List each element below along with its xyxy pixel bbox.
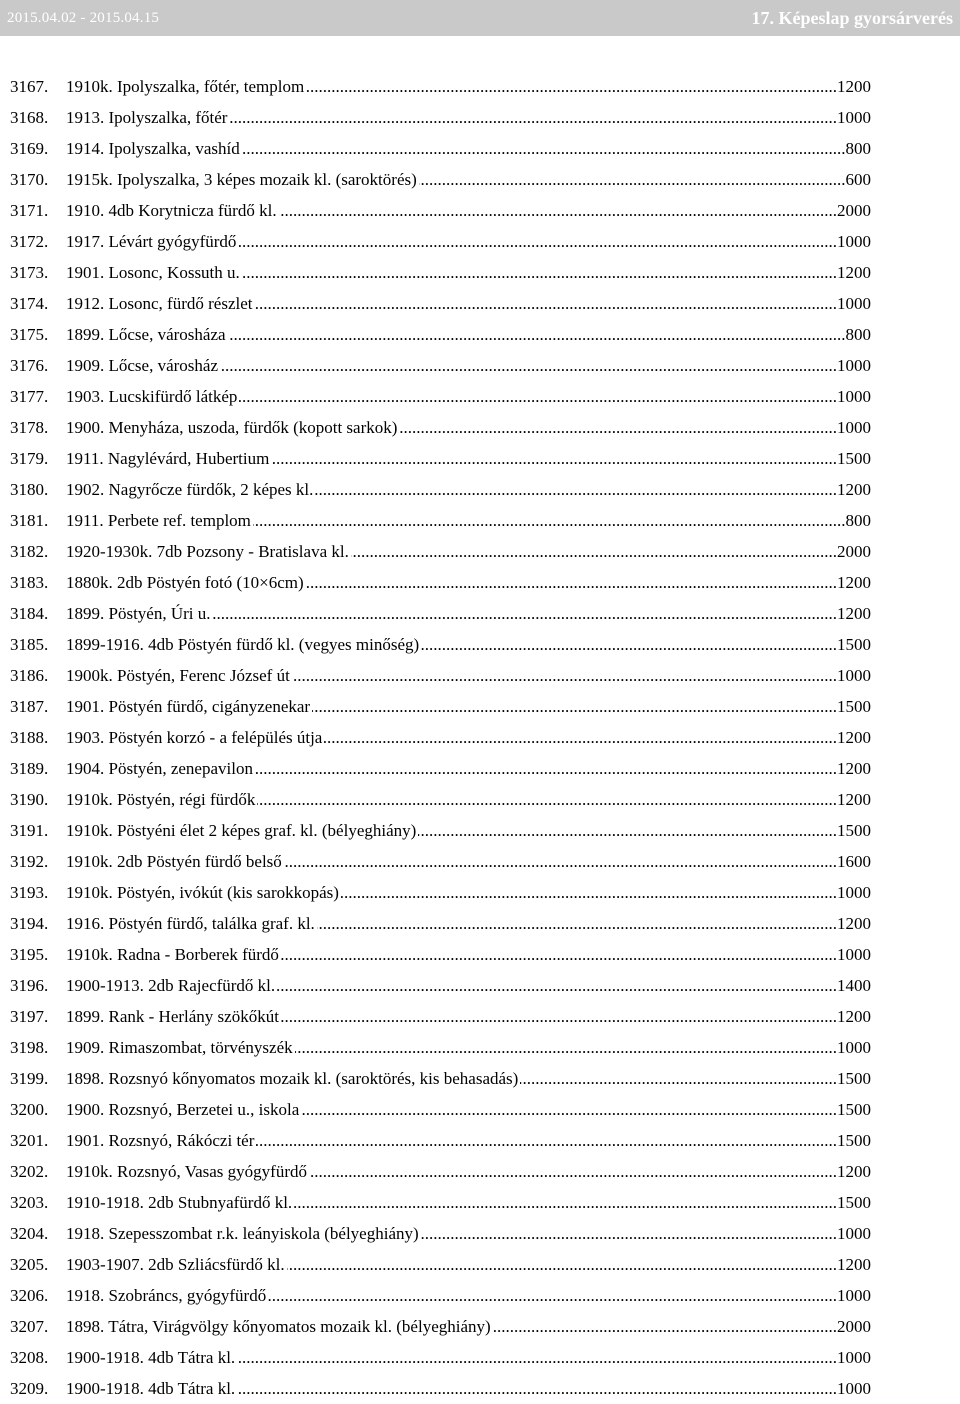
lot-body <box>66 226 238 257</box>
lot-entry <box>0 939 960 970</box>
lot-starting-price: 1200 <box>837 1001 871 1032</box>
lot-starting-price: 2000 <box>837 1311 871 1342</box>
lot-body <box>66 412 399 443</box>
lot-description: 1902. Nagyrőcze fürdők, 2 képes kl. <box>66 480 314 499</box>
lot-body <box>66 133 242 164</box>
page-header <box>0 0 960 36</box>
lot-description: 1910k. Pöstyén, ivókút (kis sarokkopás) <box>66 883 339 902</box>
lot-entry <box>0 660 960 691</box>
lot-starting-price: 1000 <box>837 412 871 443</box>
lot-starting-price: 2000 <box>837 536 871 567</box>
lot-body <box>66 691 312 722</box>
lot-description: 1901. Rozsnyó, Rákóczi tér <box>66 1131 255 1150</box>
lot-starting-price: 1000 <box>837 381 871 412</box>
lot-number: 3204. <box>10 1224 49 1243</box>
lot-body <box>66 195 279 226</box>
lot-description: 1910k. Ipolyszalka, főtér, templom <box>66 77 305 96</box>
lot-entry <box>0 102 960 133</box>
lot-entry <box>0 1342 960 1373</box>
lot-starting-price: 1200 <box>837 784 871 815</box>
lot-description: 1899. Lőcse, városháza <box>66 325 226 344</box>
lot-body <box>66 1156 309 1187</box>
lot-body <box>66 1063 520 1094</box>
lot-entry <box>0 1187 960 1218</box>
lot-entry <box>0 319 960 350</box>
lot-starting-price: 1200 <box>837 908 871 939</box>
lot-description: 1880k. 2db Pöstyén fotó (10×6cm) <box>66 573 304 592</box>
lot-description: 1917. Lévárt gyógyfürdő <box>66 232 237 251</box>
lot-body <box>66 350 220 381</box>
lot-starting-price: 1000 <box>837 939 871 970</box>
lot-starting-price: 1000 <box>837 1032 871 1063</box>
lot-body <box>66 288 254 319</box>
lot-body <box>66 381 239 412</box>
lot-body <box>66 598 213 629</box>
lot-entry <box>0 133 960 164</box>
lot-description: 1912. Losonc, fürdő részlet <box>66 294 253 313</box>
lot-entry <box>0 1249 960 1280</box>
lot-number: 3186. <box>10 666 49 685</box>
lot-body <box>66 1032 295 1063</box>
lot-entry <box>0 412 960 443</box>
lot-entry <box>0 629 960 660</box>
lot-list <box>0 71 960 1404</box>
lot-number: 3177. <box>10 387 49 406</box>
lot-starting-price: 1200 <box>837 1156 871 1187</box>
lot-number: 3173. <box>10 263 49 282</box>
lot-starting-price: 1400 <box>837 970 871 1001</box>
lot-number: 3185. <box>10 635 49 654</box>
lot-body <box>66 71 306 102</box>
lot-number: 3171. <box>10 201 49 220</box>
lot-entry <box>0 1001 960 1032</box>
lot-entry <box>0 257 960 288</box>
lot-number: 3172. <box>10 232 49 251</box>
lot-number: 3180. <box>10 480 49 499</box>
lot-entry <box>0 226 960 257</box>
lot-starting-price: 1000 <box>837 102 871 133</box>
lot-body <box>66 1249 287 1280</box>
lot-description: 1911. Perbete ref. templom <box>66 511 251 530</box>
lot-description: 1910k. Radna - Borberek fürdő <box>66 945 279 964</box>
lot-starting-price: 800 <box>846 505 872 536</box>
lot-starting-price: 800 <box>846 319 872 350</box>
lot-description: 1904. Pöstyén, zenepavilon <box>66 759 253 778</box>
lot-body <box>66 939 281 970</box>
lot-number: 3175. <box>10 325 49 344</box>
lot-description: 1913. Ipolyszalka, főtér <box>66 108 228 127</box>
lot-number: 3189. <box>10 759 49 778</box>
lot-number: 3199. <box>10 1069 49 1088</box>
lot-body <box>66 1125 256 1156</box>
lot-entry <box>0 1218 960 1249</box>
lot-starting-price: 1000 <box>837 350 871 381</box>
lot-entry <box>0 815 960 846</box>
lot-entry <box>0 1063 960 1094</box>
lot-description: 1910-1918. 2db Stubnyafürdő kl. <box>66 1193 293 1212</box>
lot-body <box>66 908 317 939</box>
lot-number: 3184. <box>10 604 49 623</box>
lot-entry <box>0 350 960 381</box>
lot-entry <box>0 536 960 567</box>
lot-description: 1920-1930k. 7db Pozsony - Bratislava kl. <box>66 542 349 561</box>
lot-number: 3202. <box>10 1162 49 1181</box>
lot-description: 1900-1918. 4db Tátra kl. <box>66 1379 236 1398</box>
lot-starting-price: 1000 <box>837 877 871 908</box>
lot-entry <box>0 1156 960 1187</box>
lot-starting-price: 1600 <box>837 846 871 877</box>
lot-starting-price: 1000 <box>837 1218 871 1249</box>
lot-body <box>66 164 419 195</box>
lot-body <box>66 102 229 133</box>
lot-starting-price: 1500 <box>837 691 871 722</box>
lot-description: 1899. Rank - Herlány szökőkút <box>66 1007 279 1026</box>
lot-number: 3208. <box>10 1348 49 1367</box>
lot-description: 1903. Lucskifürdő látkép <box>66 387 238 406</box>
lot-body <box>66 319 228 350</box>
lot-number: 3206. <box>10 1286 49 1305</box>
lot-starting-price: 1200 <box>837 753 871 784</box>
lot-number: 3174. <box>10 294 49 313</box>
lot-starting-price: 1000 <box>837 288 871 319</box>
lot-description: 1910k. 2db Pöstyén fürdő belső <box>66 852 282 871</box>
lot-entry <box>0 567 960 598</box>
lot-description: 1916. Pöstyén fürdő, találka graf. kl. <box>66 914 315 933</box>
lot-number: 3182. <box>10 542 49 561</box>
lot-number: 3205. <box>10 1255 49 1274</box>
lot-starting-price: 1500 <box>837 1063 871 1094</box>
lot-description: 1918. Szobráncs, gyógyfürdő <box>66 1286 267 1305</box>
lot-description: 1899. Pöstyén, Úri u. <box>66 604 211 623</box>
lot-number: 3167. <box>10 77 49 96</box>
lot-entry <box>0 164 960 195</box>
lot-starting-price: 1200 <box>837 567 871 598</box>
lot-number: 3193. <box>10 883 49 902</box>
lot-starting-price: 1500 <box>837 1094 871 1125</box>
lot-entry <box>0 71 960 102</box>
lot-number: 3200. <box>10 1100 49 1119</box>
lot-starting-price: 1500 <box>837 629 871 660</box>
lot-number: 3201. <box>10 1131 49 1150</box>
lot-description: 1900. Menyháza, uszoda, fürdők (kopott sarkok) <box>66 418 398 437</box>
lot-entry <box>0 1094 960 1125</box>
auction-date-range: 2015.04.02 - 2015.04.15 <box>7 9 160 26</box>
lot-description: 1918. Szepesszombat r.k. leányiskola (bélyeghiány) <box>66 1224 419 1243</box>
lot-entry <box>0 877 960 908</box>
lot-entry <box>0 598 960 629</box>
lot-entry <box>0 691 960 722</box>
lot-number: 3194. <box>10 914 49 933</box>
lot-description: 1900k. Pöstyén, Ferenc József út <box>66 666 290 685</box>
lot-starting-price: 1200 <box>837 257 871 288</box>
lot-starting-price: 1200 <box>837 1249 871 1280</box>
lot-number: 3181. <box>10 511 49 530</box>
lot-starting-price: 1500 <box>837 1125 871 1156</box>
lot-body <box>66 1187 294 1218</box>
lot-number: 3170. <box>10 170 49 189</box>
lot-starting-price: 600 <box>846 164 872 195</box>
lot-entry <box>0 1032 960 1063</box>
lot-entry <box>0 381 960 412</box>
lot-number: 3179. <box>10 449 49 468</box>
lot-description: 1900-1913. 2db Rajecfürdő kl. <box>66 976 276 995</box>
lot-entry <box>0 753 960 784</box>
lot-entry <box>0 443 960 474</box>
lot-description: 1901. Pöstyén fürdő, cigányzenekar <box>66 697 311 716</box>
lot-entry <box>0 288 960 319</box>
lot-number: 3188. <box>10 728 49 747</box>
lot-body <box>66 753 255 784</box>
lot-description: 1900-1918. 4db Tátra kl. <box>66 1348 236 1367</box>
lot-number: 3198. <box>10 1038 49 1057</box>
lot-body <box>66 1311 493 1342</box>
lot-starting-price: 1500 <box>837 443 871 474</box>
lot-starting-price: 1200 <box>837 474 871 505</box>
lot-body <box>66 1280 268 1311</box>
lot-entry <box>0 474 960 505</box>
lot-number: 3196. <box>10 976 49 995</box>
lot-body <box>66 784 257 815</box>
lot-entry <box>0 1125 960 1156</box>
lot-number: 3195. <box>10 945 49 964</box>
lot-number: 3197. <box>10 1007 49 1026</box>
lot-body <box>66 660 292 691</box>
lot-starting-price: 1000 <box>837 1342 871 1373</box>
lot-entry <box>0 195 960 226</box>
lot-number: 3209. <box>10 1379 49 1398</box>
lot-description: 1909. Rimaszombat, törvényszék <box>66 1038 293 1057</box>
lot-description: 1911. Nagylévárd, Hubertium <box>66 449 270 468</box>
lot-description: 1910k. Pöstyén, régi fürdők <box>66 790 256 809</box>
lot-body <box>66 970 277 1001</box>
lot-body <box>66 722 324 753</box>
lot-body <box>66 1342 237 1373</box>
lot-number: 3187. <box>10 697 49 716</box>
lot-number: 3191. <box>10 821 49 840</box>
lot-starting-price: 800 <box>846 133 872 164</box>
lot-starting-price: 1500 <box>837 1187 871 1218</box>
lot-description: 1899-1916. 4db Pöstyén fürdő kl. (vegyes minőség) <box>66 635 420 654</box>
lot-number: 3207. <box>10 1317 49 1336</box>
auction-title: 17. Képeslap gyorsárverés <box>751 7 953 28</box>
lot-starting-price: 1000 <box>837 1373 871 1404</box>
lot-description: 1903. Pöstyén korzó - a felépülés útja <box>66 728 323 747</box>
lot-body <box>66 815 418 846</box>
lot-description: 1898. Tátra, Virágvölgy kőnyomatos mozaik kl. (bélyeghiány) <box>66 1317 491 1336</box>
lot-body <box>66 567 306 598</box>
lot-description: 1910k. Pöstyéni élet 2 képes graf. kl. (bélyeghiány) <box>66 821 417 840</box>
lot-description: 1901. Losonc, Kossuth u. <box>66 263 240 282</box>
lot-number: 3168. <box>10 108 49 127</box>
lot-number: 3169. <box>10 139 49 158</box>
lot-body <box>66 1001 281 1032</box>
lot-body <box>66 536 351 567</box>
lot-entry <box>0 1373 960 1404</box>
lot-entry <box>0 722 960 753</box>
lot-starting-price: 1000 <box>837 226 871 257</box>
lot-entry <box>0 908 960 939</box>
lot-starting-price: 1200 <box>837 722 871 753</box>
lot-description: 1910. 4db Korytnicza fürdő kl. <box>66 201 277 220</box>
lot-description: 1910k. Rozsnyó, Vasas gyógyfürdő <box>66 1162 307 1181</box>
lot-starting-price: 2000 <box>837 195 871 226</box>
lot-description: 1900. Rozsnyó, Berzetei u., iskola <box>66 1100 300 1119</box>
lot-entry <box>0 505 960 536</box>
lot-description: 1914. Ipolyszalka, vashíd <box>66 139 240 158</box>
lot-body <box>66 1218 421 1249</box>
lot-body <box>66 877 341 908</box>
lot-description: 1903-1907. 2db Szliácsfürdő kl. <box>66 1255 285 1274</box>
lot-starting-price: 1200 <box>837 598 871 629</box>
lot-number: 3183. <box>10 573 49 592</box>
lot-starting-price: 1000 <box>837 1280 871 1311</box>
lot-number: 3176. <box>10 356 49 375</box>
lot-starting-price: 1000 <box>837 660 871 691</box>
lot-entry <box>0 1311 960 1342</box>
lot-body <box>66 1373 237 1404</box>
lot-description: 1909. Lőcse, városház <box>66 356 219 375</box>
lot-entry <box>0 784 960 815</box>
lot-starting-price: 1500 <box>837 815 871 846</box>
lot-number: 3192. <box>10 852 49 871</box>
lot-number: 3203. <box>10 1193 49 1212</box>
lot-body <box>66 846 284 877</box>
lot-body <box>66 629 421 660</box>
lot-entry <box>0 1280 960 1311</box>
lot-entry <box>0 970 960 1001</box>
lot-starting-price: 1200 <box>837 71 871 102</box>
lot-body <box>66 474 315 505</box>
lot-entry <box>0 846 960 877</box>
lot-number: 3190. <box>10 790 49 809</box>
lot-description: 1898. Rozsnyó kőnyomatos mozaik kl. (saroktörés, kis behasadás) <box>66 1069 519 1088</box>
lot-body <box>66 1094 301 1125</box>
lot-body <box>66 443 271 474</box>
lot-description: 1915k. Ipolyszalka, 3 képes mozaik kl. (saroktörés) <box>66 170 417 189</box>
lot-number: 3178. <box>10 418 49 437</box>
lot-body <box>66 257 242 288</box>
lot-body <box>66 505 253 536</box>
